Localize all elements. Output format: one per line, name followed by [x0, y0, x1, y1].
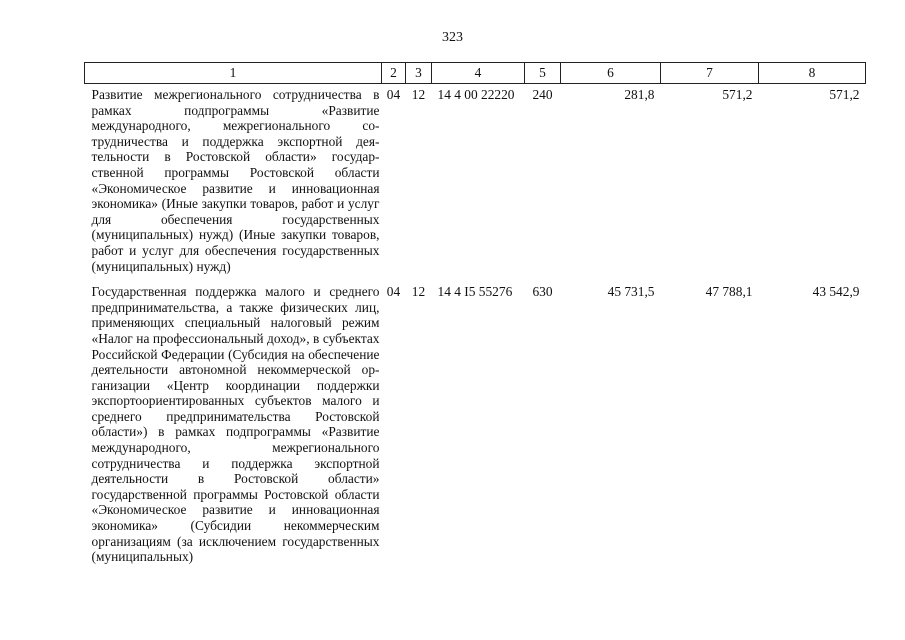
column-header-2: 2	[382, 63, 406, 84]
header-row	[85, 63, 866, 84]
row-expense-type-code: 630	[532, 284, 553, 300]
row-amount-col7: 571,2	[722, 87, 753, 102]
row-amount-col8: 43 542,9	[812, 284, 860, 300]
row-amount-col7: 47 788,1	[705, 284, 753, 300]
row-description: Развитие межрегионального сотрудничества в рамках подпрограммы «Развитие международного, межрегионального сотрудничества и поддержка экспортной деятельности в Ростовской области» государственной программы Ростовской области «Экономическое развитие и инновационная экономика» (Иные закупки товаров, работ и услуг для обеспечения государственных (муниципальных) нужд) (Иные закупки товаров, работ и услуг для обеспечения государственных (муниципальных) нужд)	[91, 87, 380, 274]
column-header-3: 3	[406, 63, 432, 84]
row-section-code: 04	[386, 284, 401, 300]
row-expense-type-code: 240	[532, 87, 553, 102]
column-header-7: 7	[661, 63, 759, 84]
table-row	[85, 281, 866, 572]
row-description: Государственная поддержка малого и среднего предпринимательства, а также физических лиц, применяющих специальный налоговый режим «Налог на профессиональный доход», в субъектах Российской Федерации (Субсидия на обеспечение деятельности автономной некоммерческой организации «Центр координации поддержки экспортоориентированных субъектов малого и среднего предпринимательства Ростовской области») в рамках подпрограммы «Развитие международного, межрегионального сотрудничества и поддержка экспортной деятельности в Ростовской области» государственной программы Ростовской области «Экономическое развитие и инновационная экономика» (Субсидии некоммерческим организациям (за исключением государственных (муниципальных)	[91, 284, 380, 565]
column-header-5: 5	[525, 63, 561, 84]
page-number: 323	[442, 30, 463, 45]
column-header-8: 8	[759, 63, 866, 84]
column-header-4: 4	[432, 63, 525, 84]
row-amount-col6: 45 731,5	[607, 284, 655, 300]
table-row	[85, 84, 866, 282]
column-header-1: 1	[85, 63, 382, 84]
row-amount-col6: 281,8	[624, 87, 655, 102]
row-amount-col8: 571,2	[829, 87, 860, 102]
column-header-6: 6	[561, 63, 661, 84]
row-subsection-code: 12	[411, 87, 426, 102]
row-target-article-code: 14 4 00 22220	[437, 87, 515, 102]
row-subsection-code: 12	[411, 284, 426, 300]
budget-table	[84, 62, 866, 572]
row-target-article-code: 14 4 I5 55276	[437, 284, 513, 300]
row-section-code: 04	[386, 87, 401, 102]
